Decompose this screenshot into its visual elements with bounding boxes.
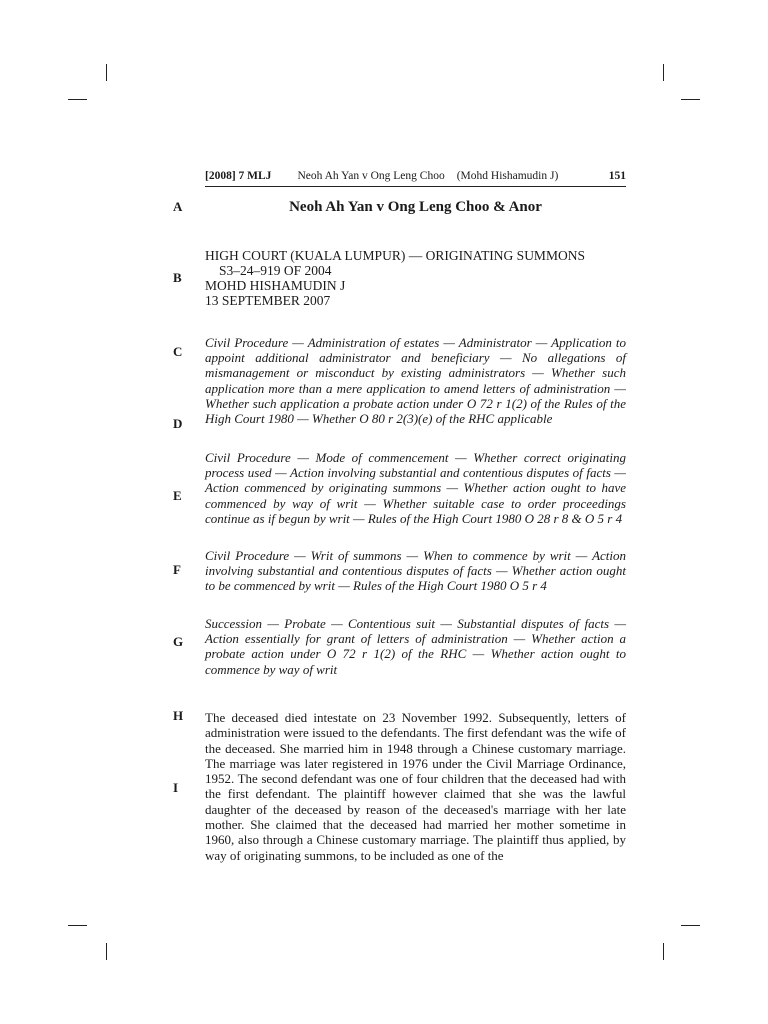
margin-letter-e: E — [173, 488, 182, 503]
crop-mark-bottom-right-vertical — [663, 943, 664, 960]
page-number: 151 — [608, 170, 626, 182]
catchword-paragraph-3: Civil Procedure — Writ of summons — When to commence by writ — Action involving substantial and contentious disputes of facts — Whether action ought to be commenced by writ — Rules of the High Court 1980 O 5 r 4 — [205, 548, 626, 594]
crop-mark-bottom-left-horizontal — [68, 925, 87, 926]
crop-mark-top-right-vertical — [663, 64, 664, 81]
crop-mark-top-right-horizontal — [681, 99, 700, 100]
running-judge: (Mohd Hishamudin J) — [456, 170, 559, 182]
court-details — [205, 248, 626, 308]
court-line: HIGH COURT (KUALA LUMPUR) — ORIGINATING SUMMONS — [205, 248, 585, 263]
crop-mark-top-left-vertical — [106, 64, 107, 81]
margin-letter-g: G — [173, 634, 184, 649]
catchword-paragraph-1: Civil Procedure — Administration of estates — Administrator — Application to appoint additional administrator and beneficiary — No allegations of mismanagement or misconduct by existing administrators — Whether such application more than a mere application to amend letters of administration — Whether such application a probate action under O 72 r 1(2) of the Rules of the High Court 1980 — Whether O 80 r 2(3)(e) of the RHC applicable — [205, 335, 626, 427]
margin-letter-a: A — [173, 199, 183, 214]
case-number: S3–24–919 OF 2004 — [219, 263, 332, 278]
headnote-paragraph: The deceased died intestate on 23 November 1992. Subsequently, letters of administration were issued to the defendants. The first defendant was the wife of the deceased. She married him in 1948 through a Chinese customary marriage. The marriage was later registered in 1976 under the Civil Marriage Ordinance, 1952. The second defendant was one of four children that the deceased had with the first defendant. The plaintiff however claimed that she was the lawful daughter of the deceased by reason of the deceased's marriage with her late mother. She claimed that the deceased had married her mother sometime in 1960, also through a Chinese customary marriage. The plaintiff thus applied, by way of originating summons, to be included as one of the — [205, 710, 626, 863]
citation: [2008] 7 MLJ — [205, 170, 272, 182]
judge-name: MOHD HISHAMUDIN J — [205, 278, 346, 293]
crop-mark-bottom-right-horizontal — [681, 925, 700, 926]
crop-mark-top-left-horizontal — [68, 99, 87, 100]
running-header — [205, 170, 626, 187]
catchword-paragraph-2: Civil Procedure — Mode of commencement — Whether correct originating process used — Action involving substantial and contentious disputes of facts — Action commenced by originating summons — Whether action ought to have commenced by way of writ — Whether suitable case to order proceedings continue as if begun by writ — Rules of the High Court 1980 O 28 r 8 & O 5 r 4 — [205, 450, 626, 526]
running-title: Neoh Ah Yan v Ong Leng Choo — [297, 170, 445, 182]
judgment-date: 13 SEPTEMBER 2007 — [205, 293, 331, 308]
margin-letter-d: D — [173, 416, 183, 431]
crop-mark-bottom-left-vertical — [106, 943, 107, 960]
margin-letter-b: B — [173, 270, 182, 285]
margin-letter-i: I — [173, 780, 179, 795]
margin-letter-f: F — [173, 562, 181, 577]
case-title: Neoh Ah Yan v Ong Leng Choo & Anor — [289, 199, 542, 215]
catchword-paragraph-4: Succession — Probate — Contentious suit — Substantial disputes of facts — Action essentially for grant of letters of administration — Whether action a probate action under O 72 r 1(2) of the RHC — Whether action ought to commence by way of writ — [205, 616, 626, 677]
margin-letter-c: C — [173, 344, 183, 359]
margin-letter-h: H — [173, 708, 184, 723]
